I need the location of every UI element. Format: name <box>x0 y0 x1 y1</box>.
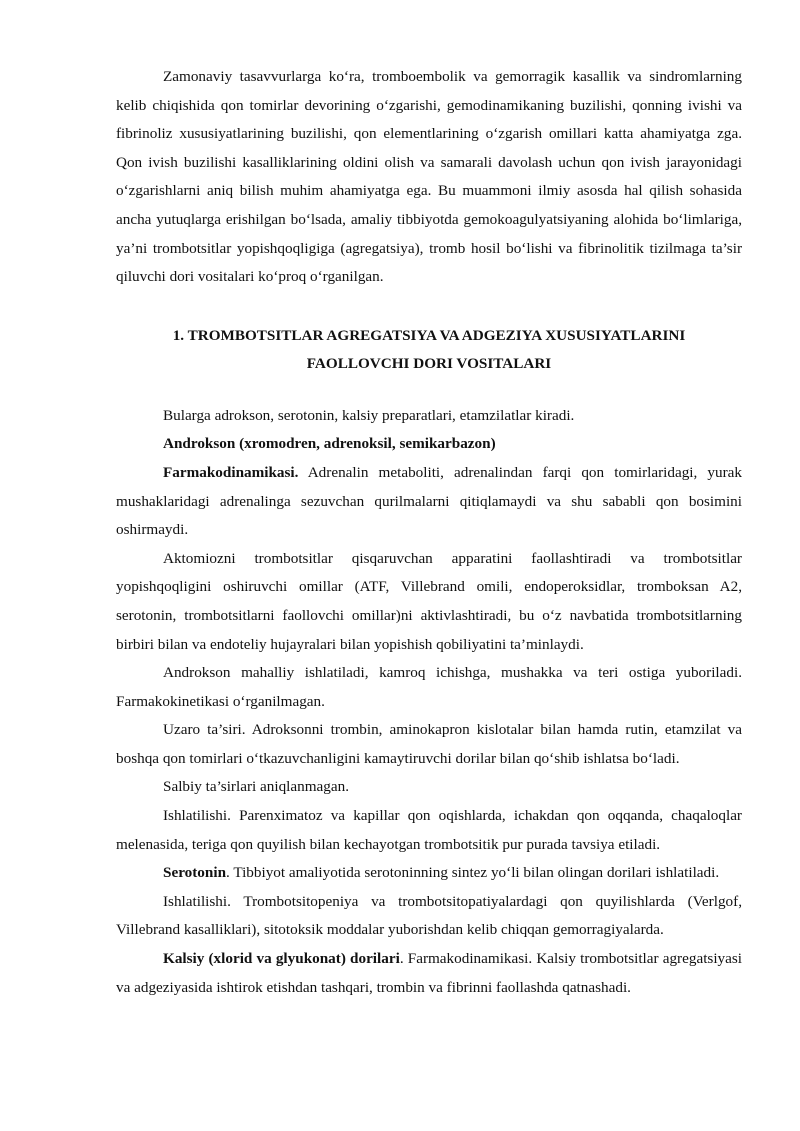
mahalliy-paragraph: Androkson mahalliy ishlatiladi, kamroq ichishga, mushakka va teri ostiga yuboriladi. Farmakokinetikasi o‘rganilmagan. <box>116 664 742 710</box>
serotonin-label: Serotonin <box>163 864 227 882</box>
section-heading-line-2: FAOLLOVCHI DORI VOSITALARI <box>306 354 552 372</box>
ishlatilishi-paragraph-2: Ishlatilishi. Trombotsitopeniya va trombotsitopatiyalardagi qon quyilishlarda (Verlgof, Villebrand kasalliklari), sitotoksik moddalar yuborishdan kelib chiqqan gemorragiyalarda. <box>116 892 742 939</box>
farmakodinamika-text: Adrenalin metaboliti, adrenalindan farqi qon tomirlaridagi, yurak mushaklaridagi adrenalinga sezuvchan qurilmalarni qitiqlamaydi va shu sababli qon bosimini oshirmaydi. <box>116 463 742 539</box>
kalsiy-text: . Farmakodinamikasi. Kalsiy trombotsitlar agregatsiyasi va adgeziyasida ishtirok etishdan tashqari, trombin va fibrinni faollashda qatnashadi. <box>116 950 743 996</box>
section-heading <box>116 322 742 378</box>
intro-paragraph: Zamonaviy tasavvurlarga ko‘ra, tromboembolik va gemorragik kasallik va sindromlarning kelib chiqishida qon tomirlar devorining o‘zgarishi, gemodinamikaning buzilishi, qonning ivishi va fibrinoliz xususiyatlarining buzilishi, qon elementlarining o‘zgarish omillari katta ahamiyatga zga. Qon ivish buzilishi kasalliklarining oldini olish va samarali davolash uchun qon ivish jarayonidagi o‘zgarishlarni aniq bilish muhim ahamiyatga ega. Bu muammoni ilmiy asosda hal qilish sohasida ancha yutuqlarga erishilgan bo‘lsada, amaliy tibbiyotda gemokoagulyatsiyaning alohida bo‘limlariga, ya’ni trombotsitlar yopishqoqligiga (agregatsiya), tromb hosil bo‘lishi va fibrinolitik tizilmaga ta’sir qiluvchi dori vositalari ko‘proq o‘rganilgan. <box>116 68 742 286</box>
aktomiozni-paragraph: Aktomiozni trombotsitlar qisqaruvchan apparatini faollashtiradi va trombotsitlar yopishqoqligini oshiruvchi omillar (ATF, Villebrand omili, endoperoksidlar, tromboksan A2, serotonin, trombotsitlarni faollovchi omillar)ni aktivlashtiradi, bu o‘z navbatida trombotsitlarning birbiri bilan va endoteliy hujayralari bilan yopishish qobiliyatini ta’minlaydi. <box>116 549 742 653</box>
section-heading-line-1: 1. TROMBOTSITLAR AGREGATSIYA VA ADGEZIYA XUSUSIYATLARINI <box>172 326 686 344</box>
kalsiy-paragraph <box>116 945 742 1002</box>
ishlatilishi-paragraph-1: Ishlatilishi. Parenximatoz va kapillar qon oqishlarda, ichakdan qon oqqanda, chaqaloqlar melenasida, teriga qon quyilish bilan kechayotgan trombotsitik pur purada tavsiya etiladi. <box>116 807 742 853</box>
uzaro-paragraph: Uzaro ta’siri. Adroksonni trombin, aminokapron kislotalar bilan hamda rutin, etamzilat va boshqa qon tomirlari o‘tkazuvchanligini kamaytiruvchi dorilar bilan qo‘shib ishlatsa bo‘ladi. <box>116 721 742 767</box>
adrokson-title: Androkson (xromodren, adrenoksil, semikarbazon) <box>163 435 496 453</box>
drug-list-paragraph: Bularga adrokson, serotonin, kalsiy preparatlari, etamzilatlar kiradi. <box>163 406 575 424</box>
document-page <box>116 63 742 1002</box>
farmakodinamika-paragraph <box>116 459 742 545</box>
serotonin-text: . Tibbiyot amaliyotida serotoninning sintez yo‘li bilan olingan dorilari ishlatiladi. <box>226 864 720 882</box>
serotonin-paragraph <box>116 859 742 888</box>
salbiy-paragraph: Salbiy ta’sirlari aniqlanmagan. <box>163 778 349 796</box>
kalsiy-label: Kalsiy (xlorid va glyukonat) dorilari <box>163 950 400 968</box>
farmakodinamika-label: Farmakodinamikasi. <box>163 463 299 481</box>
